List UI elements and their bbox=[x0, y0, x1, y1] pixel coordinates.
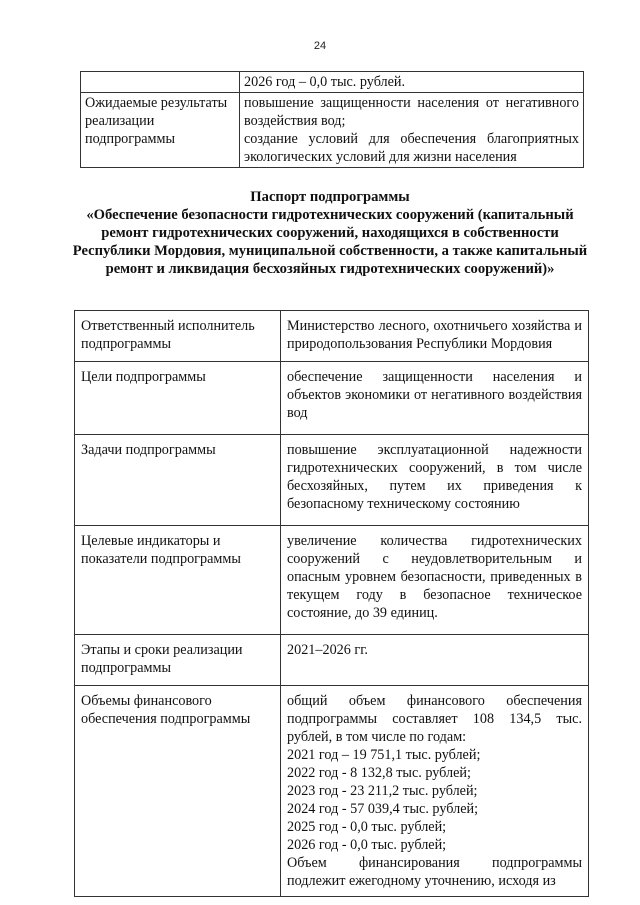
top-table bbox=[80, 71, 584, 168]
finance-year-line: 2023 год - 23 211,2 тыс. рублей; bbox=[287, 783, 478, 799]
finance-year-line: 2022 год - 8 132,8 тыс. рублей; bbox=[287, 765, 471, 781]
table-cell-label: Задачи подпрограммы bbox=[75, 435, 281, 526]
result-line-1: повышение защищенности населения от негативного воздействия вод; bbox=[244, 95, 579, 129]
finance-year-line: 2026 год - 0,0 тыс. рублей; bbox=[287, 837, 447, 853]
table-cell-label: Этапы и сроки реализации подпрограммы bbox=[75, 635, 281, 686]
result-line-2: создание условий для обеспечения благоприятных экологических условий для жизни населения bbox=[244, 131, 579, 165]
table-row bbox=[75, 362, 589, 435]
table-cell-label: Целевые индикаторы и показатели подпрограммы bbox=[75, 526, 281, 635]
table-cell-label: Ожидаемые результаты реализации подпрограммы bbox=[81, 93, 240, 168]
table-row bbox=[81, 93, 584, 168]
table-row bbox=[81, 72, 584, 93]
page-number: 24 bbox=[313, 40, 327, 52]
table-row bbox=[75, 526, 589, 635]
table-cell-value bbox=[240, 93, 584, 168]
finance-year-line: 2025 год - 0,0 тыс. рублей; bbox=[287, 819, 447, 835]
table-cell-label: Ответственный исполнитель подпрограммы bbox=[75, 311, 281, 362]
table-row bbox=[75, 435, 589, 526]
passport-subtitle: «Обеспечение безопасности гидротехнических сооружений (капитальный ремонт гидротехнических сооружений, находящихся в собственности Республики Мордовия, муниципальной собственности, а также капитальный ремонт и ликвидация бесхозяйных гидротехнических сооружений)» bbox=[72, 207, 588, 277]
table-cell-empty bbox=[81, 72, 240, 93]
finance-intro: общий объем финансового обеспечения подпрограммы составляет 108 134,5 тыс. рублей, в том числе по годам: bbox=[287, 693, 582, 745]
table-cell-value: увеличение количества гидротехнических сооружений с неудовлетворительным и опасным уровнем безопасности, приведенных в текущем году в безопасное техническое состояние, до 39 единиц. bbox=[281, 526, 589, 635]
table-row bbox=[75, 311, 589, 362]
table-cell-value: 2026 год – 0,0 тыс. рублей. bbox=[240, 72, 584, 93]
table-cell-value: Министерство лесного, охотничьего хозяйства и природопользования Республики Мордовия bbox=[281, 311, 589, 362]
table-row bbox=[75, 635, 589, 686]
table-cell-value bbox=[281, 686, 589, 897]
finance-note: Объем финансирования подпрограммы подлежит ежегодному уточнению, исходя из bbox=[287, 855, 582, 889]
passport-heading: Паспорт подпрограммы bbox=[250, 189, 410, 205]
table-cell-value: обеспечение защищенности населения и объектов экономики от негативного воздействия вод bbox=[281, 362, 589, 435]
table-row bbox=[75, 686, 589, 897]
table-cell-label: Цели подпрограммы bbox=[75, 362, 281, 435]
finance-year-line: 2021 год – 19 751,1 тыс. рублей; bbox=[287, 747, 481, 763]
table-cell-value: 2021–2026 гг. bbox=[281, 635, 589, 686]
table-cell-value: повышение эксплуатационной надежности гидротехнических сооружений, в том числе бесхозяйных, путем их приведения к безопасному техническому состоянию bbox=[281, 435, 589, 526]
passport-table bbox=[74, 310, 589, 897]
table-cell-label: Объемы финансового обеспечения подпрограммы bbox=[75, 686, 281, 897]
finance-year-line: 2024 год - 57 039,4 тыс. рублей; bbox=[287, 801, 479, 817]
